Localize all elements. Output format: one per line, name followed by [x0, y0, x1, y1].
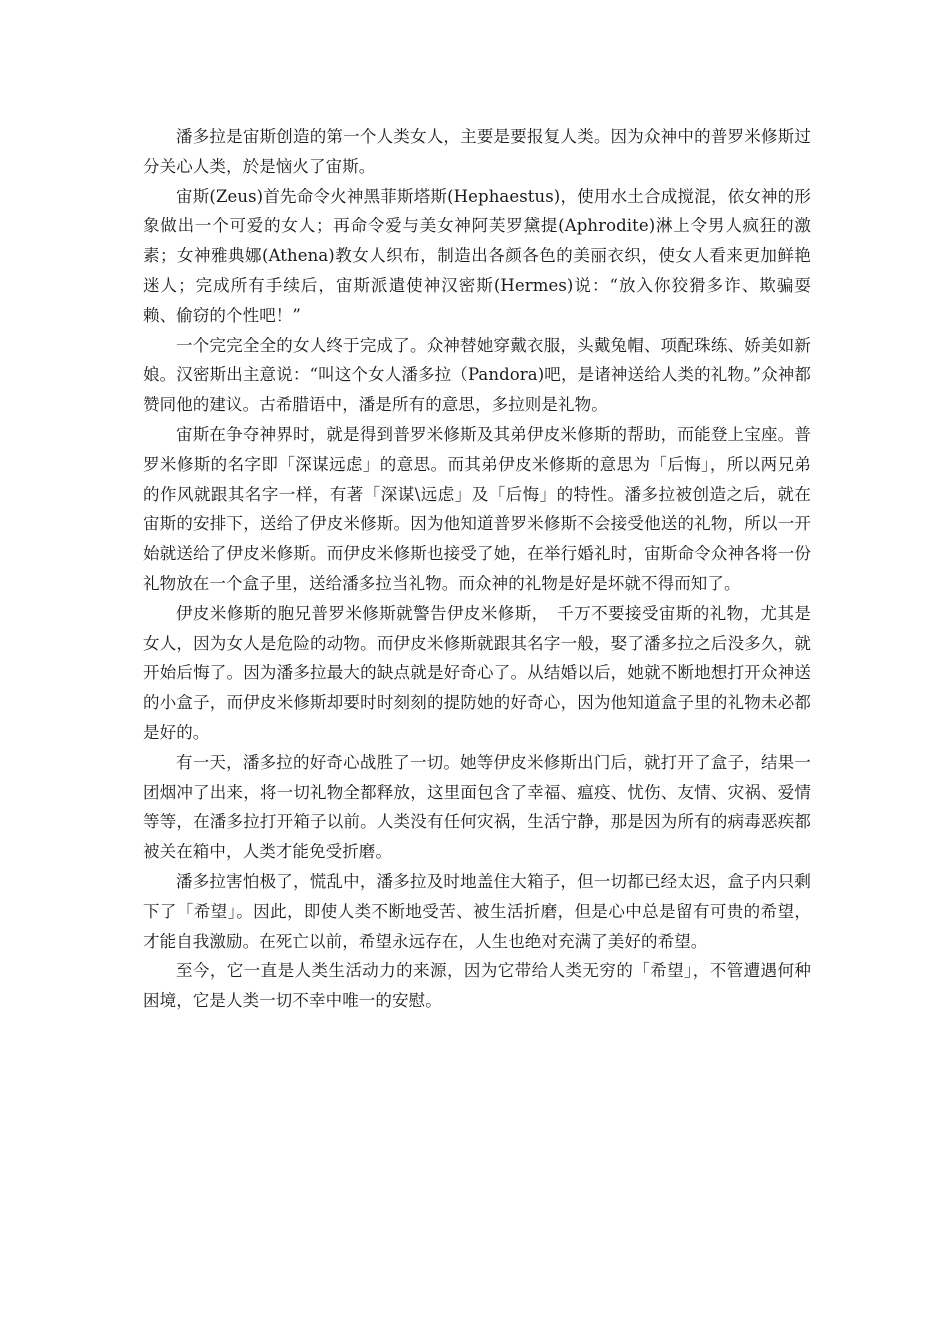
paragraph-6: 有一天，潘多拉的好奇心战胜了一切。她等伊皮米修斯出门后，就打开了盒子，结果一团烟冲了出来，将一切礼物全都释放，这里面包含了幸福、瘟疫、忧伤、友情、灾祸、爱情等等，在潘多拉打开箱子以前。人类没有任何灾祸，生活宁静，那是因为所有的病毒恶疾都被关在箱中，人类才能免受折磨。	[143, 752, 811, 862]
paragraph-5: 伊皮米修斯的胞兄普罗米修斯就警告伊皮米修斯， 千万不要接受宙斯的礼物，尤其是女人，因为女人是危险的动物。而伊皮米修斯就跟其名字一般，娶了潘多拉之后没多久，就开始后悔了。因为潘多拉最大的缺点就是好奇心了。从结婚以后，她就不断地想打开众神送的小盒子，而伊皮米修斯却要时时刻刻的提防她的好奇心，因为他知道盒子里的礼物未必都是好的。	[143, 603, 811, 742]
paragraph-2: 宙斯(Zeus)首先命令火神黑菲斯塔斯(Hephaestus)，使用水土合成搅混，依女神的形象做出一个可爱的女人；再命令爱与美女神阿芙罗黛提(Aphrodite)淋上令男人疯狂的激素；女神雅典娜(Athena)教女人织布，制造出各颜各色的美丽衣织，使女人看来更加鲜艳迷人；完成所有手续后，宙斯派遣使神汉密斯(Hermes)说：“放入你狡猾多诈、欺骗耍赖、偷窃的个性吧！”	[143, 186, 811, 325]
paragraph-3: 一个完完全全的女人终于完成了。众神替她穿戴衣服，头戴兔帽、项配珠练、娇美如新娘。汉密斯出主意说：“叫这个女人潘多拉（Pandora)吧，是诸神送给人类的礼物。”众神都赞同他的建议。古希腊语中，潘是所有的意思，多拉则是礼物。	[143, 335, 811, 415]
document-body	[143, 122, 811, 1016]
paragraph-7: 潘多拉害怕极了，慌乱中，潘多拉及时地盖住大箱子，但一切都已经太迟，盒子内只剩下了「希望」。因此，即使人类不断地受苦、被生活折磨，但是心中总是留有可贵的希望，才能自我激励。在死亡以前，希望永远存在，人生也绝对充满了美好的希望。	[143, 871, 811, 951]
paragraph-8: 至今，它一直是人类生活动力的来源，因为它带给人类无穷的「希望」，不管遭遇何种困境，它是人类一切不幸中唯一的安慰。	[143, 961, 811, 1011]
paragraph-4: 宙斯在争夺神界时，就是得到普罗米修斯及其弟伊皮米修斯的帮助，而能登上宝座。普罗米修斯的名字即「深谋远虑」的意思。而其弟伊皮米修斯的意思为「后悔」，所以两兄弟的作风就跟其名字一样，有著「深谋\远虑」及「后悔」的特性。潘多拉被创造之后，就在宙斯的安排下，送给了伊皮米修斯。因为他知道普罗米修斯不会接受他送的礼物，所以一开始就送给了伊皮米修斯。而伊皮米修斯也接受了她，在举行婚礼时，宙斯命令众神各将一份礼物放在一个盒子里，送给潘多拉当礼物。而众神的礼物是好是坏就不得而知了。	[143, 424, 811, 593]
paragraph-1: 潘多拉是宙斯创造的第一个人类女人，主要是要报复人类。因为众神中的普罗米修斯过分关心人类，於是恼火了宙斯。	[143, 127, 811, 176]
